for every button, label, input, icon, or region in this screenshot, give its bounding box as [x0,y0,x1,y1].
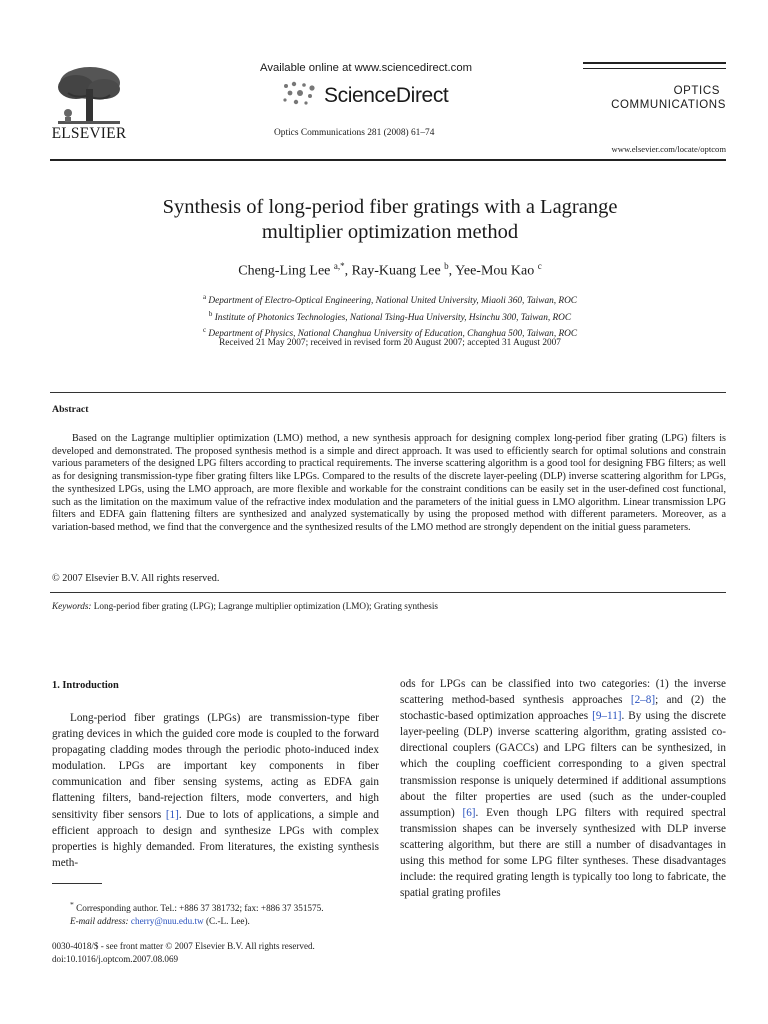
abstract-bottom-divider [50,592,726,593]
author-affiliation-mark[interactable]: a,* [333,261,345,271]
sciencedirect-dots-icon [280,80,320,108]
affiliation: $^a$ Department of Electro-Optical Engineering, National United University, Miaoli 360, Taiwan, ROC [202,293,577,307]
keywords-line [52,601,438,611]
footnote-divider [52,883,102,884]
author-name: Ray-Kuang Lee [351,263,441,279]
author-email-link[interactable]: cherry@nuu.edu.tw [130,916,204,927]
abstract-heading: Abstract [52,404,89,415]
journal-masthead-rule [583,62,726,64]
corresponding-author-contact: Corresponding author. Tel.: +886 37 381732; fax: +886 37 351575. [76,903,324,914]
journal-name-line1: OPTICS [673,85,720,97]
available-online-link[interactable]: Available online at www.sciencedirect.com [260,62,473,74]
affiliation: $^b$ Institute of Photonics Technologies, National Tsing-Hua University, Hsinchu 300, Taiwan, ROC [208,309,572,323]
sciencedirect-logo[interactable]: ScienceDirect [324,84,449,107]
email-label: E-mail address: [70,916,129,927]
front-matter [52,940,392,965]
citation-link[interactable]: [2–8] [630,694,656,707]
journal-reference: Optics Communications 281 (2008) 61–74 [274,128,435,138]
citation-link[interactable]: [1] [165,808,179,821]
abstract-text: Based on the Lagrange multiplier optimization (LMO) method, a new synthesis approach for designing complex long-period fiber grating (LPG) filters is developed and demonstrated. The proposed synthesis method is a simple and direct approach. It was used to efficiently search for optimal solutions and constrain various parameters of the designed LPG filters according to practical requirements. The inverse scattering algorithm is a good tool for designing FBG filters; as well as for designing transmission-type fiber grating filters like LPGs. Compared to the results of the discrete layer-peeling (DLP) inverse scattering algorithm for LPGs, the synthesized LPGs, using the LMO approach, are more flexible and workable for the constraint conditions can be easily set in the user-defined cost functional, such as the limitation on the maximum value of the refractive index modulation and the parameters of the initial guess in LMO algorithm. Linear transmission LPG filters and EDFA gain flattening filters are synthesized and analyzed systematically by using the proposed method with different parameters. Moreover, as a variation-based method, we find that the convergence and the synthesized results of the LMO method are strongly dependent on the initial guess parameters. [52,433,726,533]
abstract-top-divider [50,392,726,393]
footnote-mark: * [70,900,74,909]
author-name: Yee-Mou Kao [455,263,535,279]
author-affiliation-mark[interactable]: c [537,261,542,271]
citation-link[interactable]: [6] [462,806,476,819]
journal-name-line2: COMMUNICATIONS [611,99,726,111]
author-affiliation-mark[interactable]: b [444,261,449,271]
author-name: Cheng-Ling Lee [238,263,331,279]
keywords-value: Long-period fiber grating (LPG); Lagrange multiplier optimization (LMO); Grating synthesis [93,601,438,611]
received-dates: Received 21 May 2007; received in revised form 20 August 2007; accepted 31 August 2007 [219,338,561,348]
journal-url-link[interactable]: www.elsevier.com/locate/optcom [611,144,726,154]
publisher-name: ELSEVIER [51,125,127,142]
keywords-label: Keywords: [52,601,92,611]
section-heading-introduction: 1. Introduction [52,680,119,691]
journal-masthead-rule [583,68,726,69]
intro-paragraph-right: ods for LPGs can be classified into two categories: (1) the inverse scattering method-based synthesis approaches [2–8]; and (2) the stochastic-based optimization approaches [9–11]. By using the discrete layer-peeling (DLP) inverse scattering algorithm, grating assisted co-directional couplers (GACCs) and LPG filters can be synthesized, in which the coupling coefficient corresponding to a given spectral transmission response is uniquely determined if additional assumptions about the filter properties are used (such as the under-coupled assumption) [6]. Even though LPG filters with required spectral transmission shapes can be inversely synthesized with DLP inverse scattering algorithm, but there are still a number of disadvantages in using this method for some LPG filter syntheses. These disadvantages include: the required grating length is typically too long to fabricate, the spatial grating profiles [400,678,726,900]
affiliation: $^c$ Department of Physics, National Changhua University of Education, Changhua 500, Taiwan, ROC [202,326,578,340]
affiliation-list [60,291,720,341]
header-divider [50,159,726,161]
abstract-copyright: © 2007 Elsevier B.V. All rights reserved. [52,573,220,584]
intro-paragraph-left: Long-period fiber gratings (LPGs) are transmission-type fiber grating devices in which the guided core mode is coupled to the forward propagating cladding modes through the periodic photo-induced index modulation. LPGs are important key components in fiber communication and fiber sensing systems, acting as EDFA gain flattening filters, band-rejection filters, mode converters, and high sensitivity fiber sensors [1]. Due to lots of applications, a simple and efficient approach to design and synthesize LPGs with complex properties is highly demanded. From literatures, the existing synthesis meth- [52,712,379,869]
author-list: Cheng-Ling Lee $^{a,*}$, Ray-Kuang Lee $^b$, Yee-Mou Kao $^c$ [238,261,542,279]
citation-link[interactable]: [9–11] [592,710,622,723]
article-title [60,195,720,245]
title-line-2: multiplier optimization method [261,221,519,243]
corresponding-author-footnote: * Corresponding author. Tel.: +886 37 381732; fax: +886 37 351575. E-mail address: cherry@nuu.edu.tw (C.-L. Lee). [70,900,324,927]
doi: doi:10.1016/j.optcom.2007.08.069 [52,953,179,964]
title-line-1: Synthesis of long-period fiber gratings with a Lagrange [162,196,618,218]
issn-copyright: 0030-4018/$ - see front matter © 2007 Elsevier B.V. All rights reserved. [52,941,315,951]
